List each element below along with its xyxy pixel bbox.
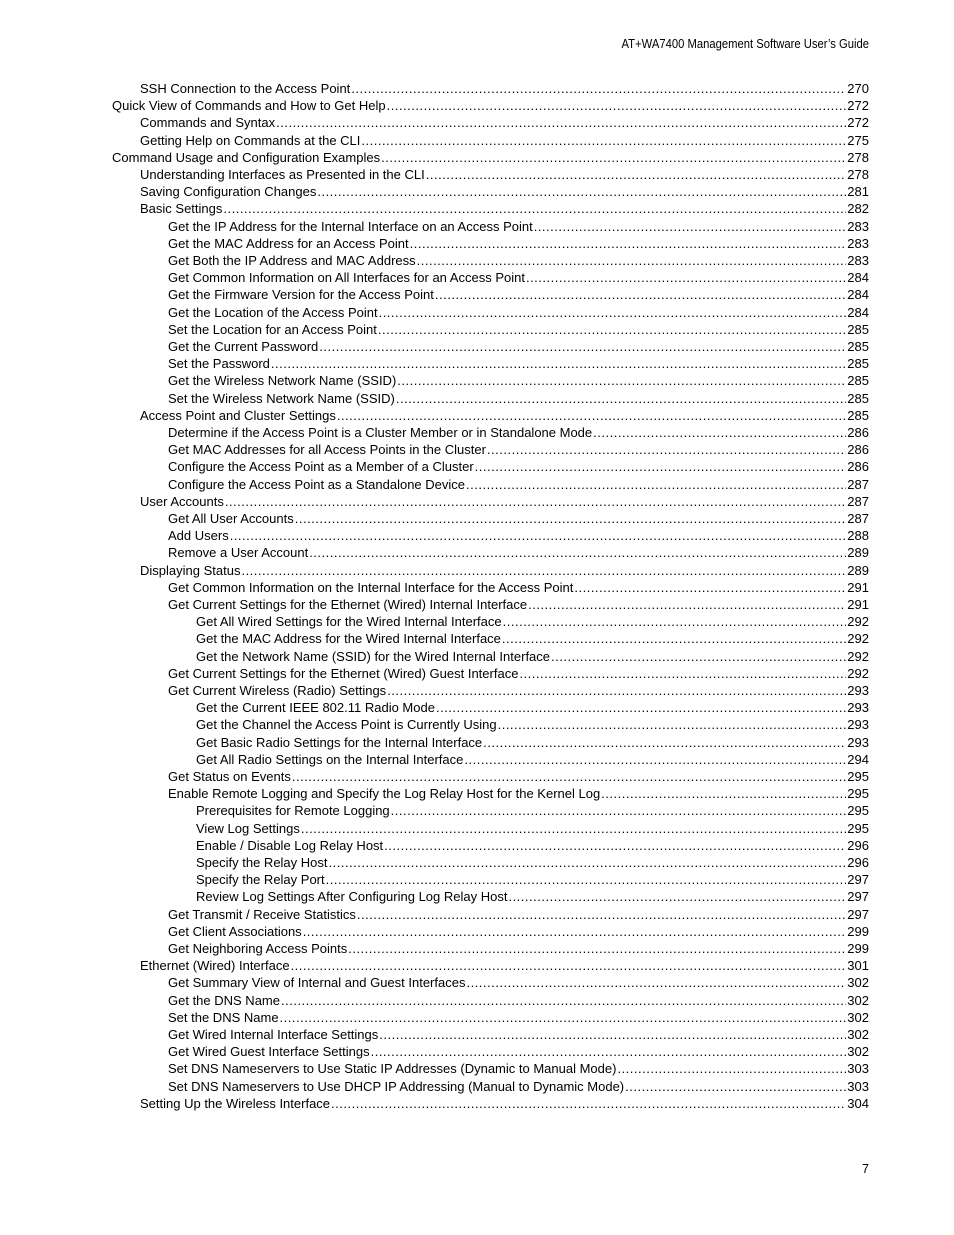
toc-entry-page: 291 [847, 597, 869, 612]
toc-dot-leader [381, 150, 846, 165]
toc-entry-title: Get Common Information on All Interfaces for an Access Point [168, 270, 525, 286]
toc-dot-leader [371, 1044, 847, 1059]
toc-entry-title: Get Wired Internal Interface Settings [168, 1027, 379, 1042]
toc-entry[interactable] [140, 1094, 869, 1111]
toc-dot-leader [426, 167, 847, 182]
toc-entry-title: Get the DNS Name [168, 992, 280, 1008]
toc-entry-title: Get the Location of the Access Point [168, 304, 378, 320]
toc-entry[interactable] [140, 199, 869, 216]
toc-dot-leader [396, 391, 846, 406]
toc-dot-leader [303, 924, 847, 939]
toc-dot-leader [230, 528, 847, 543]
toc-entry-page: 285 [847, 390, 869, 406]
toc-entry[interactable] [168, 440, 869, 457]
toc-entry-title: Review Log Settings After Configuring Log Relay Host [196, 889, 508, 905]
toc-entry[interactable] [168, 234, 869, 251]
toc-dot-leader [329, 855, 847, 870]
toc-entry-title: Get the IP Address for the Internal Interface on an Access Point [168, 218, 533, 234]
toc-entry-page: 289 [847, 545, 869, 561]
toc-dot-leader [475, 459, 847, 474]
toc-entry-page: 287 [847, 476, 869, 492]
toc-entry-page: 296 [847, 855, 869, 870]
toc-dot-leader [295, 511, 847, 526]
toc-dot-leader [397, 373, 846, 388]
toc-entry[interactable] [168, 767, 869, 784]
running-header: AT+WA7400 Management Software User’s Guide [621, 37, 869, 51]
toc-entry-page: 302 [847, 1027, 869, 1042]
toc-dot-leader [391, 803, 847, 818]
toc-entry-title: Get the Current IEEE 802.11 Radio Mode [196, 700, 435, 716]
toc-entry[interactable] [196, 853, 869, 870]
toc-entry-title: Set DNS Nameservers to Use DHCP IP Addressing (Manual to Dynamic Mode) [168, 1078, 625, 1094]
toc-entry-title: Get Neighboring Access Points [168, 941, 348, 956]
toc-entry[interactable] [196, 733, 869, 750]
toc-dot-leader [519, 666, 846, 681]
toc-entry-page: 284 [847, 287, 869, 303]
toc-dot-leader [466, 975, 846, 990]
toc-entry-page: 286 [847, 425, 869, 440]
toc-entry[interactable] [168, 475, 869, 492]
toc-entry[interactable] [168, 991, 869, 1008]
toc-entry[interactable] [168, 423, 869, 440]
toc-entry[interactable] [168, 922, 869, 939]
toc-entry[interactable] [168, 217, 869, 234]
toc-entry[interactable] [168, 354, 869, 371]
toc-entry-page: 302 [847, 1009, 869, 1025]
toc-entry-page: 286 [847, 442, 869, 458]
toc-dot-leader [241, 563, 846, 578]
toc-dot-leader [466, 477, 846, 492]
toc-dot-leader [417, 253, 847, 268]
toc-entry-title: Get All User Accounts [168, 511, 294, 526]
toc-entry-title: Get Summary View of Internal and Guest Interfaces [168, 975, 466, 991]
toc-dot-leader [498, 717, 847, 732]
toc-dot-leader [331, 1096, 846, 1111]
toc-entry[interactable] [196, 612, 869, 629]
toc-entry[interactable] [168, 1077, 869, 1094]
toc-entry[interactable] [168, 681, 869, 698]
toc-entry-title: Displaying Status [140, 562, 241, 578]
toc-dot-leader [387, 683, 846, 698]
page-number: 7 [862, 1162, 869, 1176]
toc-entry[interactable] [168, 251, 869, 268]
toc-entry-title: Set the Location for an Access Point [168, 321, 377, 337]
toc-dot-leader [337, 408, 846, 423]
toc-entry[interactable] [168, 1008, 869, 1025]
toc-entry-page: 297 [847, 906, 869, 922]
toc-dot-leader [617, 1061, 846, 1076]
toc-dot-leader [508, 889, 846, 904]
toc-entry[interactable] [140, 182, 869, 199]
toc-entry[interactable] [196, 819, 869, 836]
toc-entry-title: Ethernet (Wired) Interface [140, 958, 290, 974]
toc-entry-title: User Accounts [140, 493, 224, 509]
toc-dot-leader [384, 838, 846, 853]
toc-entry-page: 304 [847, 1095, 869, 1111]
toc-dot-leader [436, 700, 846, 715]
toc-entry-page: 289 [847, 562, 869, 578]
toc-entry-page: 297 [847, 872, 869, 888]
toc-entry-title: Get Wired Guest Interface Settings [168, 1044, 370, 1060]
toc-entry-page: 297 [847, 889, 869, 905]
toc-entry-page: 295 [847, 820, 869, 836]
toc-entry[interactable] [196, 647, 869, 664]
toc-dot-leader [464, 752, 846, 767]
toc-entry-page: 285 [847, 407, 869, 423]
toc-entry-title: Get the Firmware Version for the Access Point [168, 287, 434, 303]
toc-entry-page: 292 [847, 631, 869, 647]
toc-entry-title: Get MAC Addresses for all Access Points in the Cluster [168, 442, 486, 458]
toc-entry[interactable] [168, 784, 869, 801]
toc-entry-title: Set the Password [168, 356, 270, 372]
toc-entry-page: 302 [847, 975, 869, 991]
toc-entry-title: Get Current Wireless (Radio) Settings [168, 683, 387, 698]
toc-entry-page: 295 [847, 803, 869, 819]
toc-dot-leader [361, 133, 846, 148]
toc-entry-title: Get the Current Password [168, 339, 319, 354]
toc-entry-page: 301 [847, 958, 869, 974]
toc-dot-leader [357, 907, 846, 922]
toc-entry[interactable] [140, 561, 869, 578]
toc-dot-leader [225, 494, 846, 509]
toc-entry-title: Get the Channel the Access Point is Currently Using [196, 717, 497, 733]
toc-entry[interactable] [168, 509, 869, 526]
toc-entry[interactable] [168, 285, 869, 302]
toc-entry[interactable] [168, 371, 869, 388]
toc-entry-title: Determine if the Access Point is a Cluster Member or in Standalone Mode [168, 425, 593, 440]
toc-dot-leader [534, 219, 847, 234]
toc-entry-title: Setting Up the Wireless Interface [140, 1095, 331, 1111]
toc-entry-page: 293 [847, 734, 869, 750]
toc-entry[interactable] [168, 973, 869, 990]
toc-entry-title: Get the Network Name (SSID) for the Wired Internal Interface [196, 648, 551, 664]
toc-dot-leader [281, 993, 846, 1008]
toc-entry-page: 278 [847, 149, 869, 165]
toc-entry[interactable] [196, 870, 869, 887]
toc-entry[interactable] [140, 492, 869, 509]
toc-entry[interactable] [112, 96, 869, 113]
toc-entry-page: 284 [847, 304, 869, 320]
toc-entry[interactable] [168, 389, 869, 406]
toc-dot-leader [309, 545, 846, 560]
toc-dot-leader [410, 236, 847, 251]
toc-entry-page: 295 [847, 769, 869, 784]
toc-entry-page: 291 [847, 579, 869, 595]
toc-entry-title: Get Basic Radio Settings for the Internal Interface [196, 734, 483, 750]
toc-entry[interactable] [196, 629, 869, 646]
toc-entry-title: Quick View of Commands and How to Get Help [112, 98, 386, 114]
toc-entry[interactable] [168, 543, 869, 560]
toc-entry-page: 285 [847, 356, 869, 372]
toc-entry-page: 285 [847, 321, 869, 337]
toc-entry-page: 287 [847, 493, 869, 509]
toc-dot-leader [502, 631, 846, 646]
toc-entry-title: Command Usage and Configuration Examples [112, 149, 381, 165]
toc-entry[interactable] [168, 578, 869, 595]
toc-entry-page: 270 [847, 81, 869, 96]
toc-entry-title: Add Users [168, 528, 229, 544]
toc-entry-page: 287 [847, 511, 869, 526]
toc-entry-page: 302 [847, 1044, 869, 1060]
toc-entry[interactable] [196, 836, 869, 853]
toc-entry-page: 292 [847, 614, 869, 630]
toc-entry-page: 285 [847, 339, 869, 354]
toc-entry-title: Configure the Access Point as a Member of a Cluster [168, 459, 474, 475]
toc-dot-leader [574, 580, 846, 595]
toc-dot-leader [625, 1079, 846, 1094]
toc-entry-page: 275 [847, 132, 869, 148]
toc-entry[interactable] [140, 406, 869, 423]
toc-dot-leader [276, 115, 846, 130]
toc-entry-page: 288 [847, 528, 869, 544]
toc-entry-title: Remove a User Account [168, 545, 309, 561]
toc-entry-title: Set the DNS Name [168, 1009, 279, 1025]
toc-entry-title: Access Point and Cluster Settings [140, 407, 336, 423]
toc-dot-leader [223, 201, 846, 216]
toc-entry[interactable] [196, 698, 869, 715]
toc-dot-leader [593, 425, 846, 440]
toc-entry[interactable] [196, 801, 869, 818]
toc-entry-page: 286 [847, 459, 869, 475]
toc-dot-leader [601, 786, 846, 801]
toc-entry-title: Enable Remote Logging and Specify the Log Relay Host for the Kernel Log [168, 786, 601, 802]
toc-entry[interactable] [140, 165, 869, 182]
toc-entry[interactable] [140, 131, 869, 148]
toc-entry[interactable] [168, 664, 869, 681]
toc-entry-page: 299 [847, 941, 869, 956]
toc-entry[interactable] [196, 750, 869, 767]
toc-dot-leader [348, 941, 846, 956]
toc-entry[interactable] [168, 1025, 869, 1042]
toc-dot-leader [280, 1010, 847, 1025]
toc-entry-page: 299 [847, 923, 869, 939]
toc-entry-title: Get the Wireless Network Name (SSID) [168, 373, 397, 389]
toc-dot-leader [379, 305, 847, 320]
toc-entry-title: Get the MAC Address for an Access Point [168, 235, 409, 251]
toc-entry-title: Saving Configuration Changes [140, 184, 317, 200]
toc-dot-leader [291, 958, 847, 973]
toc-dot-leader [435, 287, 846, 302]
toc-entry-title: Get the MAC Address for the Wired Internal Interface [196, 631, 501, 647]
toc-entry[interactable] [112, 148, 869, 165]
toc-dot-leader [487, 442, 846, 457]
toc-dot-leader [378, 322, 846, 337]
toc-entry-page: 278 [847, 167, 869, 182]
toc-entry-title: Basic Settings [140, 201, 223, 217]
toc-entry-title: Enable / Disable Log Relay Host [196, 837, 384, 853]
toc-entry-page: 284 [847, 270, 869, 286]
toc-entry[interactable] [168, 905, 869, 922]
toc-entry-title: Set DNS Nameservers to Use Static IP Addresses (Dynamic to Manual Mode) [168, 1061, 617, 1077]
toc-dot-leader [528, 597, 846, 612]
toc-entry[interactable] [168, 1059, 869, 1076]
toc-entry-title: Getting Help on Commands at the CLI [140, 132, 361, 148]
toc-dot-leader [503, 614, 847, 629]
toc-entry[interactable] [140, 79, 869, 96]
toc-entry-title: Get Both the IP Address and MAC Address [168, 253, 416, 268]
toc-entry-title: Commands and Syntax [140, 115, 276, 131]
toc-entry[interactable] [168, 1042, 869, 1059]
toc-entry[interactable] [168, 457, 869, 474]
toc-entry-page: 283 [847, 235, 869, 251]
toc-dot-leader [319, 339, 846, 354]
toc-entry-title: Get Status on Events [168, 769, 291, 784]
toc-entry-title: Get Current Settings for the Ethernet (Wired) Guest Interface [168, 665, 519, 681]
toc-entry-title: Prerequisites for Remote Logging [196, 803, 390, 819]
toc-dot-leader [326, 872, 847, 887]
toc-entry-page: 272 [847, 115, 869, 131]
toc-dot-leader [317, 184, 846, 199]
toc-entry[interactable] [196, 887, 869, 904]
toc-entry-page: 292 [847, 648, 869, 664]
toc-entry-title: Get Common Information on the Internal Interface for the Access Point [168, 579, 574, 595]
toc-entry[interactable] [168, 526, 869, 543]
toc-entry-page: 285 [847, 373, 869, 389]
toc-entry[interactable] [168, 268, 869, 285]
toc-entry-title: Configure the Access Point as a Standalone Device [168, 476, 466, 492]
toc-entry-title: Get All Radio Settings on the Internal Interface [196, 751, 464, 767]
toc-entry-title: Understanding Interfaces as Presented in the CLI [140, 167, 425, 182]
toc-entry-title: Get All Wired Settings for the Wired Internal Interface [196, 614, 502, 630]
toc-entry[interactable] [168, 939, 869, 956]
toc-entry-page: 302 [847, 992, 869, 1008]
toc-entry-title: View Log Settings [196, 820, 300, 836]
toc-entry-page: 292 [847, 665, 869, 681]
toc-entry-page: 295 [847, 786, 869, 802]
toc-entry-page: 293 [847, 683, 869, 698]
toc-entry[interactable] [168, 320, 869, 337]
toc-entry-page: 303 [847, 1078, 869, 1094]
toc-dot-leader [387, 98, 847, 113]
toc-entry-title: Set the Wireless Network Name (SSID) [168, 390, 395, 406]
toc-entry-page: 293 [847, 700, 869, 716]
toc-dot-leader [301, 821, 846, 836]
toc-entry-page: 281 [847, 184, 869, 200]
toc-entry[interactable] [140, 956, 869, 973]
toc-dot-leader [551, 649, 846, 664]
toc-entry-page: 303 [847, 1061, 869, 1077]
toc-entry[interactable] [168, 337, 869, 354]
toc-dot-leader [379, 1027, 846, 1042]
toc-dot-leader [271, 356, 846, 371]
toc-dot-leader [526, 270, 846, 285]
toc-entry[interactable] [168, 303, 869, 320]
toc-entry-title: Specify the Relay Port [196, 872, 325, 888]
toc-entry-page: 282 [847, 201, 869, 217]
toc-dot-leader [292, 769, 846, 784]
toc-entry-title: SSH Connection to the Access Point [140, 81, 351, 96]
toc-entry[interactable] [140, 113, 869, 130]
toc-entry-title: Specify the Relay Host [196, 855, 328, 870]
toc-dot-leader [483, 735, 846, 750]
toc-entry-page: 283 [847, 253, 869, 268]
toc-dot-leader [351, 81, 846, 96]
toc-entry-page: 294 [847, 751, 869, 767]
toc-entry-title: Get Client Associations [168, 923, 302, 939]
toc-entry-title: Get Current Settings for the Ethernet (Wired) Internal Interface [168, 597, 528, 612]
toc-entry[interactable] [168, 595, 869, 612]
toc-entry-page: 293 [847, 717, 869, 733]
toc-entry-page: 272 [847, 98, 869, 114]
toc-entry-page: 296 [847, 837, 869, 853]
toc-entry[interactable] [196, 715, 869, 732]
toc-entry-title: Get Transmit / Receive Statistics [168, 906, 356, 922]
toc-entry-page: 283 [847, 218, 869, 234]
